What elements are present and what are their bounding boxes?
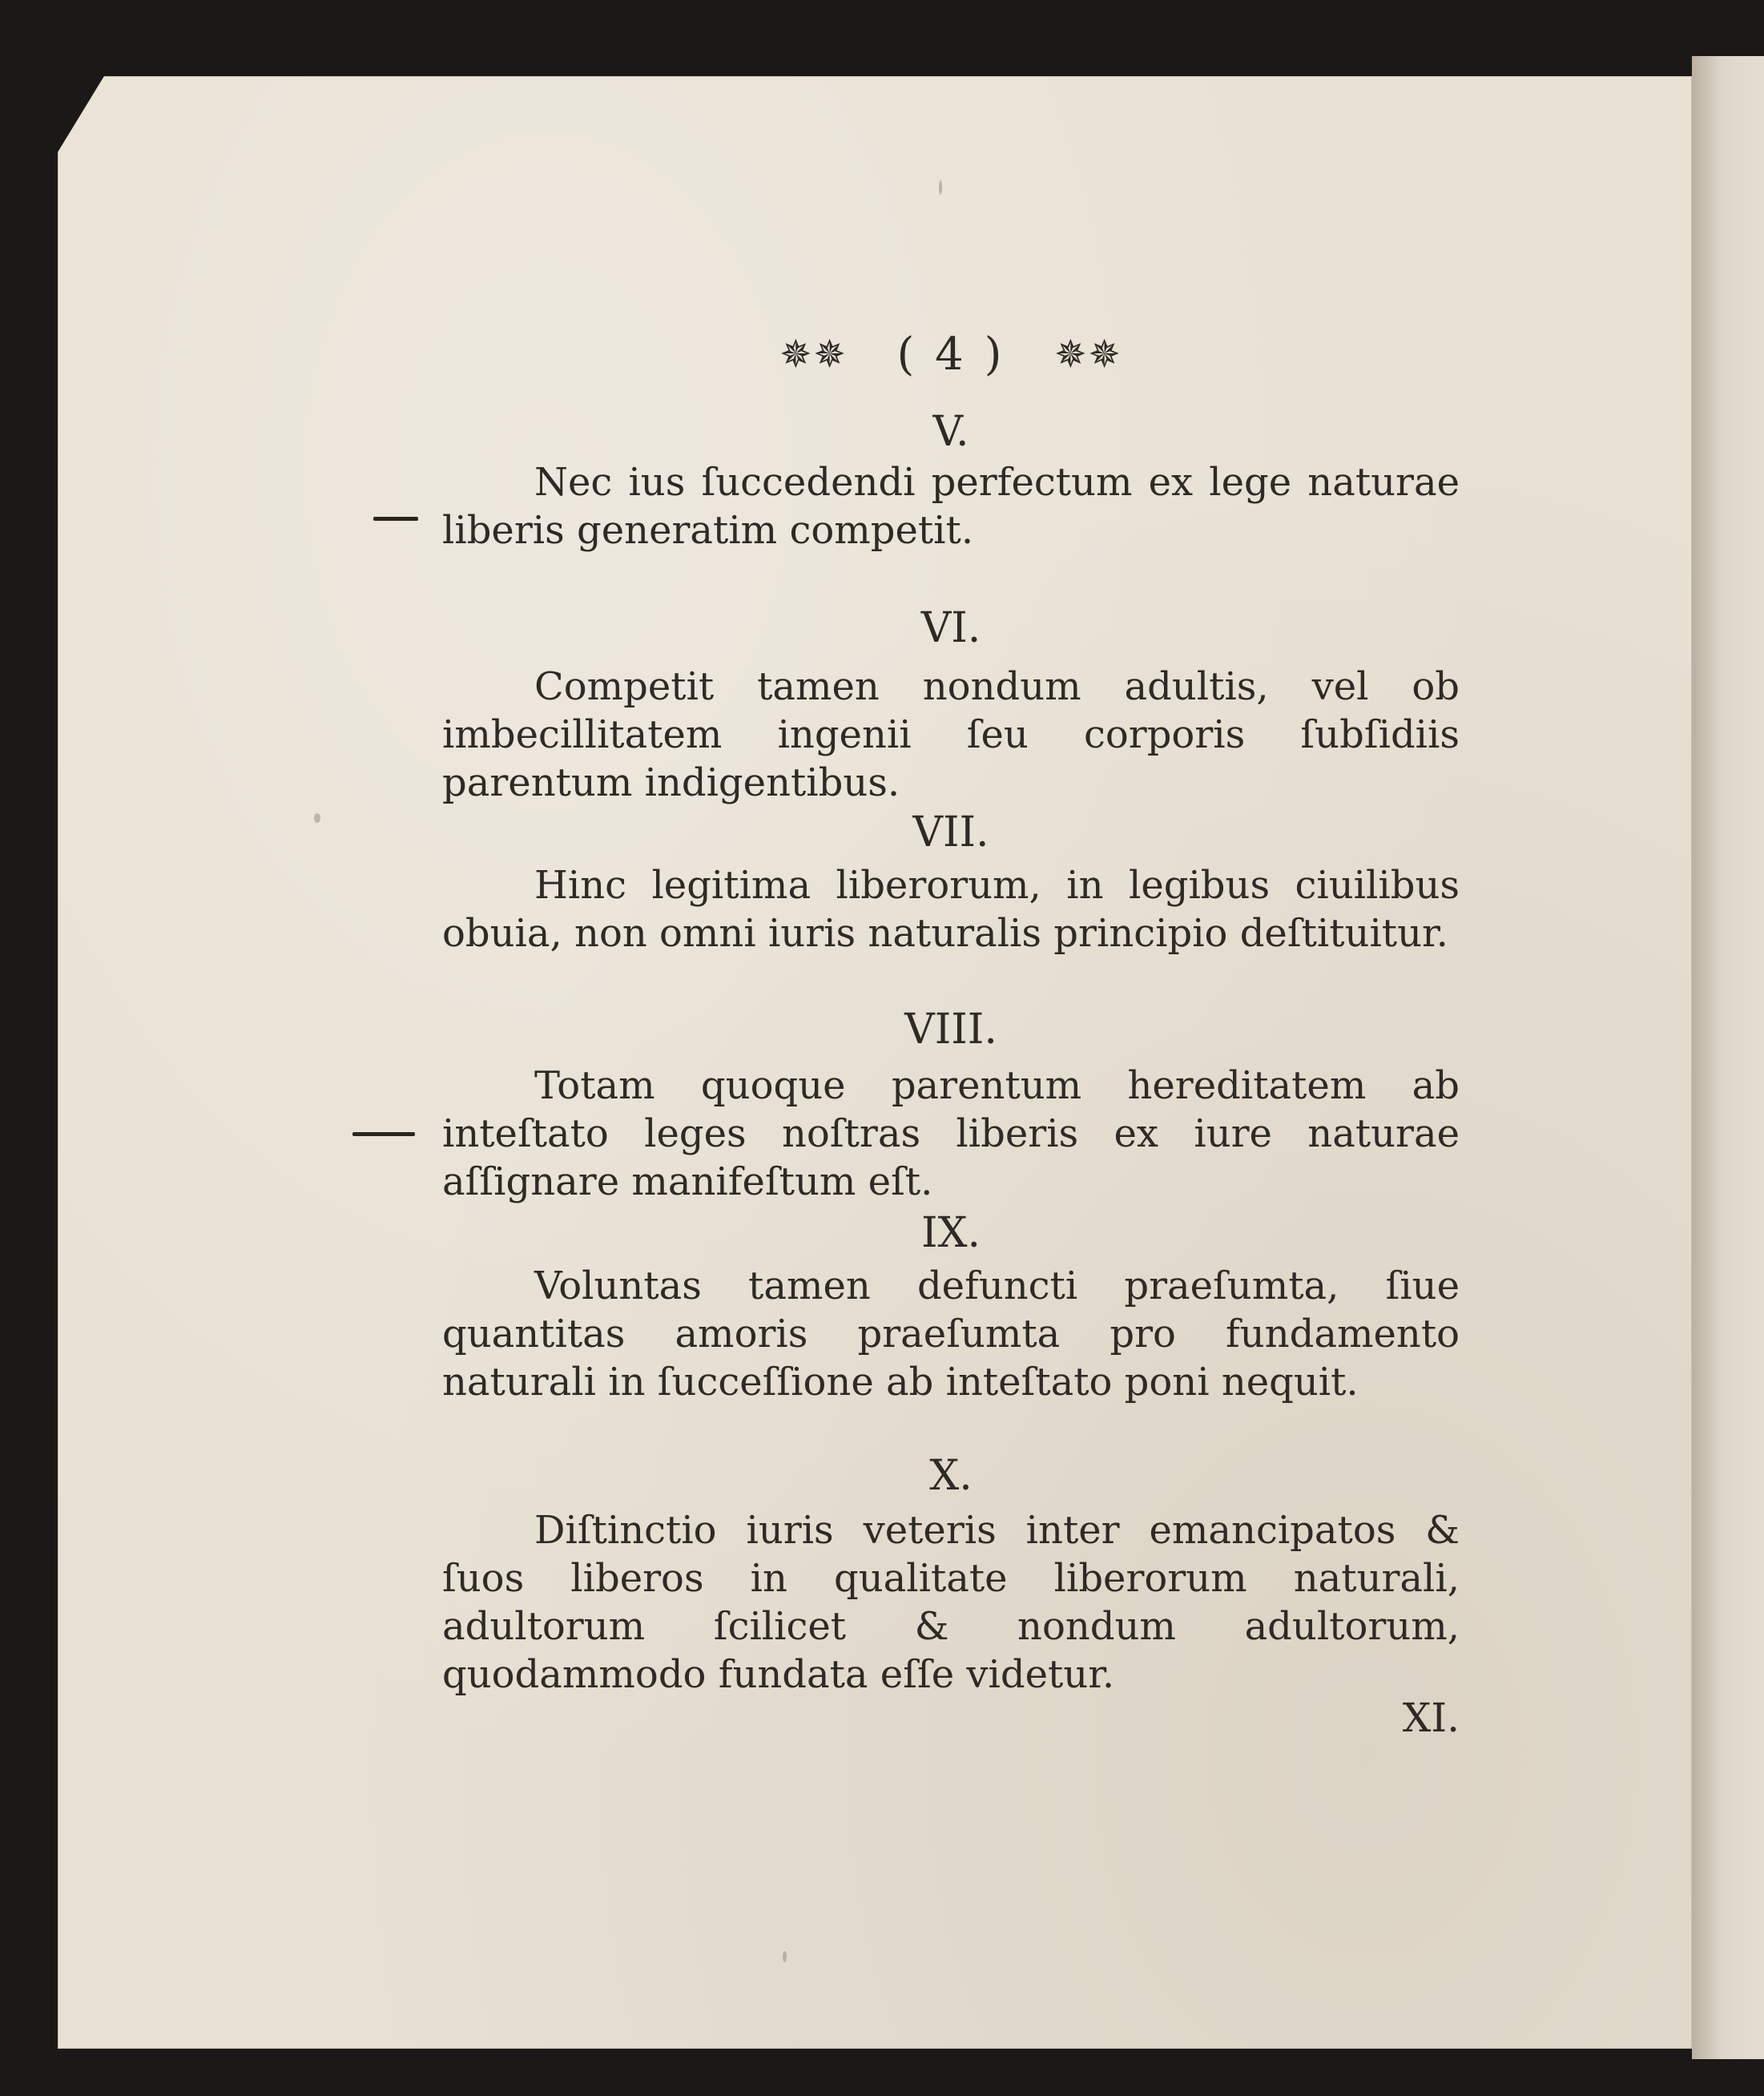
running-head [442, 328, 1460, 381]
section-paragraph: Hinc legitima liberorum, in legibus ciuilibus obuia, non omni iuris naturalis principio deſtituitur. [442, 863, 1460, 956]
section-paragraph: Nec ius ſuccedendi perfectum ex lege naturae liberis generatim competit. [442, 460, 1460, 553]
section-number: VI. [920, 604, 981, 652]
paper-speck [783, 1951, 787, 1962]
paper-speck [314, 813, 320, 823]
margin-pen-mark [352, 1132, 415, 1136]
ornament-left-icon: ✵✵ [779, 332, 848, 377]
section-number: V. [932, 408, 969, 456]
adjacent-page-edge [1692, 56, 1764, 2059]
page-number: ( 4 ) [896, 328, 1005, 381]
paper-speck [939, 180, 942, 195]
section-paragraph: Competit tamen nondum adultis, vel ob imbecillitatem ingenii ſeu corporis ſubſidiis parentum indigentibus. [442, 664, 1460, 805]
section-paragraph: Totam quoque parentum hereditatem ab inteſtato leges noſtras liberis ex iure naturae aſſignare manifeſtum eſt. [442, 1063, 1460, 1204]
section-paragraph: Voluntas tamen defuncti praeſumta, ſiue quantitas amoris praeſumta pro fundamento naturali in ſucceſſione ab inteſtato poni nequit. [442, 1264, 1460, 1405]
ornament-right-icon: ✵✵ [1054, 332, 1122, 377]
catchword: XI. [1402, 1695, 1460, 1741]
section-number: VII. [912, 808, 989, 857]
section-number: X. [929, 1452, 973, 1500]
section-number: IX. [920, 1209, 981, 1257]
margin-pen-mark [373, 517, 418, 521]
section-paragraph: Diſtinctio iuris veteris inter emancipatos & ſuos liberos in qualitate liberorum naturali, adultorum ſcilicet & nondum adultorum, quodammodo fundata eſſe videtur. [442, 1508, 1460, 1697]
section-number: VIII. [904, 1006, 997, 1054]
